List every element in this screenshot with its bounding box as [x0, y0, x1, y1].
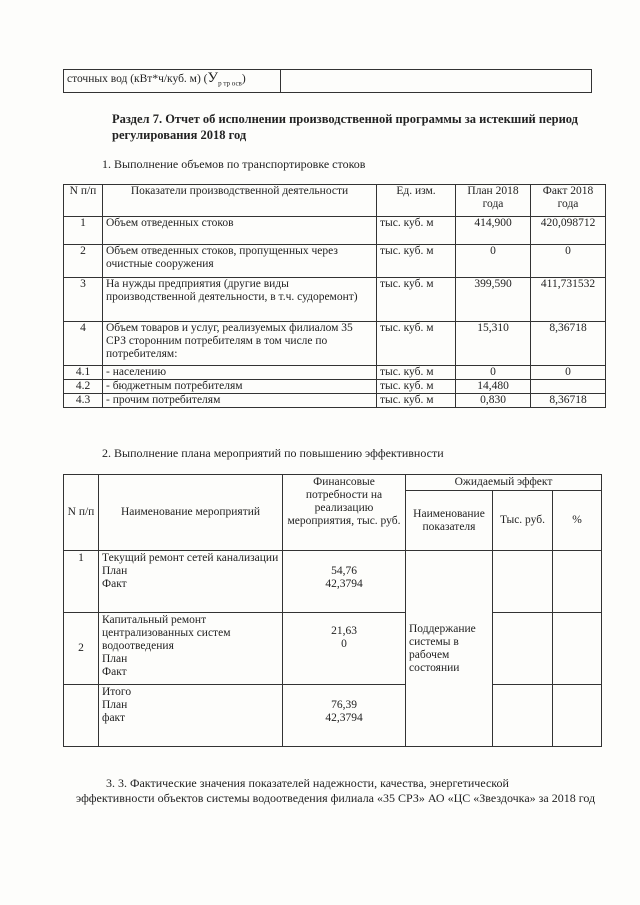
expected-effect-cell: Поддержание системы в рабочем состоянии	[406, 551, 493, 747]
subsection-title-2: 2. Выполнение плана мероприятий по повышению эффективности	[102, 446, 444, 460]
table-row: Итого План факт 76,39 42,3794	[64, 685, 602, 747]
col-name-header: Наименование мероприятий	[99, 475, 283, 551]
subsection-title-3: 3. 3. Фактические значения показателей надежности, качества, энергетической эффективности объектов системы водоотведения филиала «35 СРЗ» АО «ЦС «Звездочка» за 2018 год	[76, 776, 596, 805]
table-row: 3 На нужды предприятия (другие виды производственной деятельности, в т.ч. судоремонт) тыс. куб. м 399,590 411,731532	[64, 278, 606, 322]
col-num-header: N п/п	[64, 185, 103, 217]
table-row: 4.2 - бюджетным потребителям тыс. куб. м 14,480	[64, 380, 606, 394]
table-row: 2 Объем отведенных стоков, пропущенных через очистные сооружения тыс. куб. м 0 0	[64, 245, 606, 278]
section-heading: Раздел 7. Отчет об исполнении производственной программы за истекший период регулирования 2018 год	[112, 112, 578, 142]
col-percent-header: %	[553, 491, 602, 551]
transport-volume-table	[63, 184, 606, 408]
col-indicator-header: Показатели производственной деятельности	[103, 185, 377, 217]
table-row: 4 Объем товаров и услуг, реализуемых филиалом 35 СРЗ сторонним потребителям в том числе по потребителям: тыс. куб. м 15,310 8,36718	[64, 322, 606, 366]
col-indicator-name-header: Наименование показателя	[406, 491, 493, 551]
col-plan-header: План 2018 года	[456, 185, 531, 217]
col-effect-header: Ожидаемый эффект	[406, 475, 602, 491]
col-thous-rub-header: Тыс. руб.	[493, 491, 553, 551]
efficiency-measures-table	[63, 474, 602, 747]
col-num-header: N п/п	[64, 475, 99, 551]
col-fact-header: Факт 2018 года	[531, 185, 606, 217]
table-header-row	[64, 475, 602, 491]
table-row: 4.3 - прочим потребителям тыс. куб. м 0,830 8,36718	[64, 394, 606, 408]
subsection-title-1: 1. Выполнение объемов по транспортировке стоков	[102, 157, 366, 171]
table-row: 4.1 - населению тыс. куб. м 0 0	[64, 366, 606, 380]
empty-cell	[281, 70, 592, 93]
continuation-cell: сточных вод (кВт*ч/куб. м) $(У_{р тр осв})$	[64, 70, 281, 93]
continuation-table	[63, 69, 592, 93]
col-finance-header: Финансовые потребности на реализацию мероприятия, тыс. руб.	[283, 475, 406, 551]
col-unit-header: Ед. изм.	[377, 185, 456, 217]
table-header-row	[64, 185, 606, 217]
table-row: 1 Текущий ремонт сетей канализации План Факт 54,76 42,3794 Поддержание системы в рабочем состоянии	[64, 551, 602, 613]
table-row: 2 Капитальный ремонт централизованных систем водоотведения План Факт 21,63 0	[64, 613, 602, 685]
table-row: 1 Объем отведенных стоков тыс. куб. м 414,900 420,098712	[64, 217, 606, 245]
